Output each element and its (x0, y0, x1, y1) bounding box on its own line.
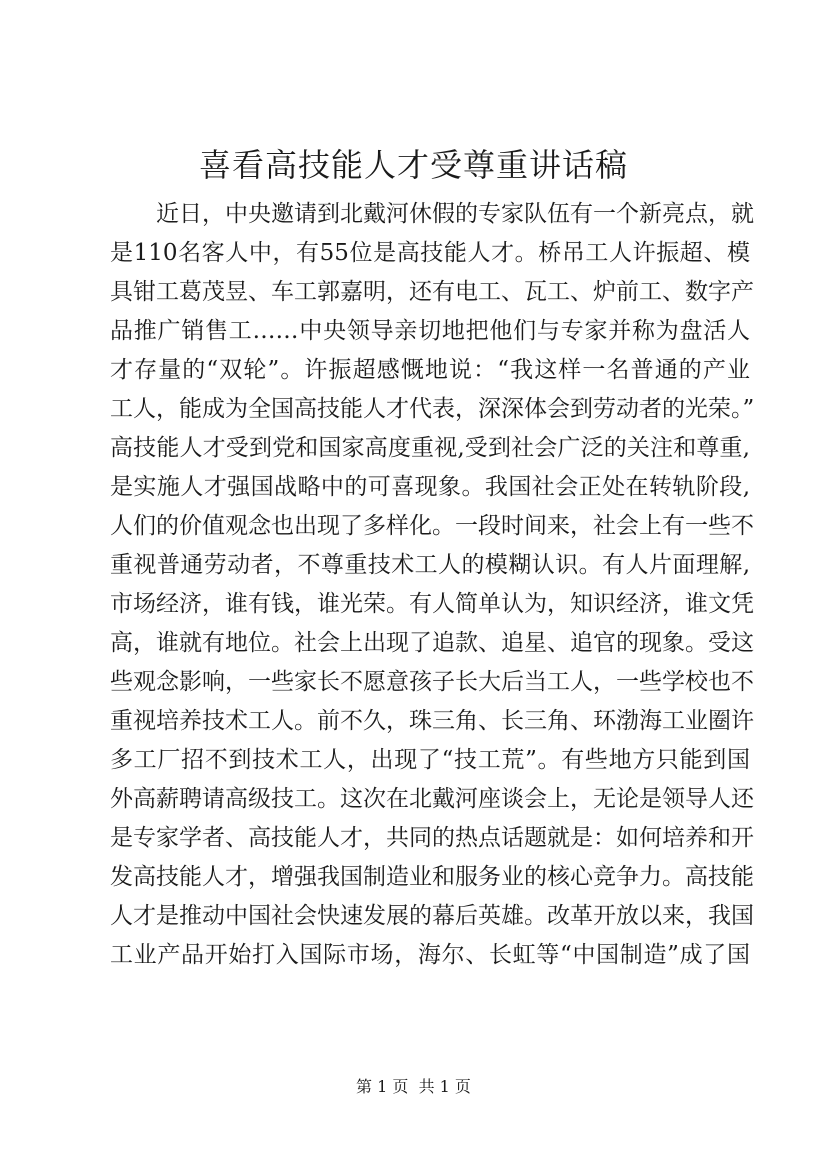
body-line: 高技能人才受到党和国家高度重视,受到社会广泛的关注和尊重, (110, 435, 750, 461)
body-line: 才存量的“双轮”。许振超感慨地说：“我这样一名普通的产业 (110, 357, 750, 383)
body-line: 重视培养技术工人。前不久，珠三角、长三角、环渤海工业圈许 (110, 708, 754, 734)
body-line: 高，谁就有地位。社会上出现了追款、追星、追官的现象。受这 (110, 630, 754, 656)
body-line: 是110名客人中，有55位是高技能人才。桥吊工人许振超、模 (110, 240, 750, 266)
body-line: 发高技能人才，增强我国制造业和服务业的核心竞争力。高技能 (110, 864, 754, 890)
body-line: 重视普通劳动者，不尊重技术工人的模糊认识。有人片面理解, (110, 552, 750, 578)
page-number: 第 1 页 共 1 页 (356, 1077, 471, 1096)
body-line: 是专家学者、高技能人才，共同的热点话题就是：如何培养和开 (110, 825, 754, 851)
body-line: 具钳工葛茂昱、车工郭嘉明，还有电工、瓦工、炉前工、数字产 (110, 279, 754, 305)
body-line: 多工厂招不到技术工人，出现了“技工荒”。有些地方只能到国 (110, 747, 750, 773)
body-line: 是实施人才强国战略中的可喜现象。我国社会正处在转轨阶段, (110, 474, 750, 500)
body-line: 品推广销售工……中央领导亲切地把他们与专家并称为盘活人 (110, 318, 750, 344)
body-line: 人们的价值观念也出现了多样化。一段时间来，社会上有一些不 (110, 513, 754, 539)
body-line: 近日，中央邀请到北戴河休假的专家队伍有一个新亮点，就 (156, 201, 754, 227)
document-body (110, 195, 755, 975)
body-line: 人才是推动中国社会快速发展的幕后英雄。改革开放以来，我国 (110, 903, 754, 929)
body-line: 些观念影响，一些家长不愿意孩子长大后当工人，一些学校也不 (110, 669, 754, 695)
body-line: 工业产品开始打入国际市场，海尔、长虹等“中国制造”成了国 (110, 942, 750, 968)
document-title: 喜看高技能人才受尊重讲话稿 (198, 146, 628, 184)
body-line: 外高薪聘请高级技工。这次在北戴河座谈会上，无论是领导人还 (110, 786, 754, 812)
body-line: 工人，能成为全国高技能人才代表，深深体会到劳动者的光荣。” (110, 396, 755, 422)
page-footer (0, 1077, 827, 1097)
body-line: 市场经济，谁有钱，谁光荣。有人简单认为，知识经济，谁文凭 (110, 591, 754, 617)
